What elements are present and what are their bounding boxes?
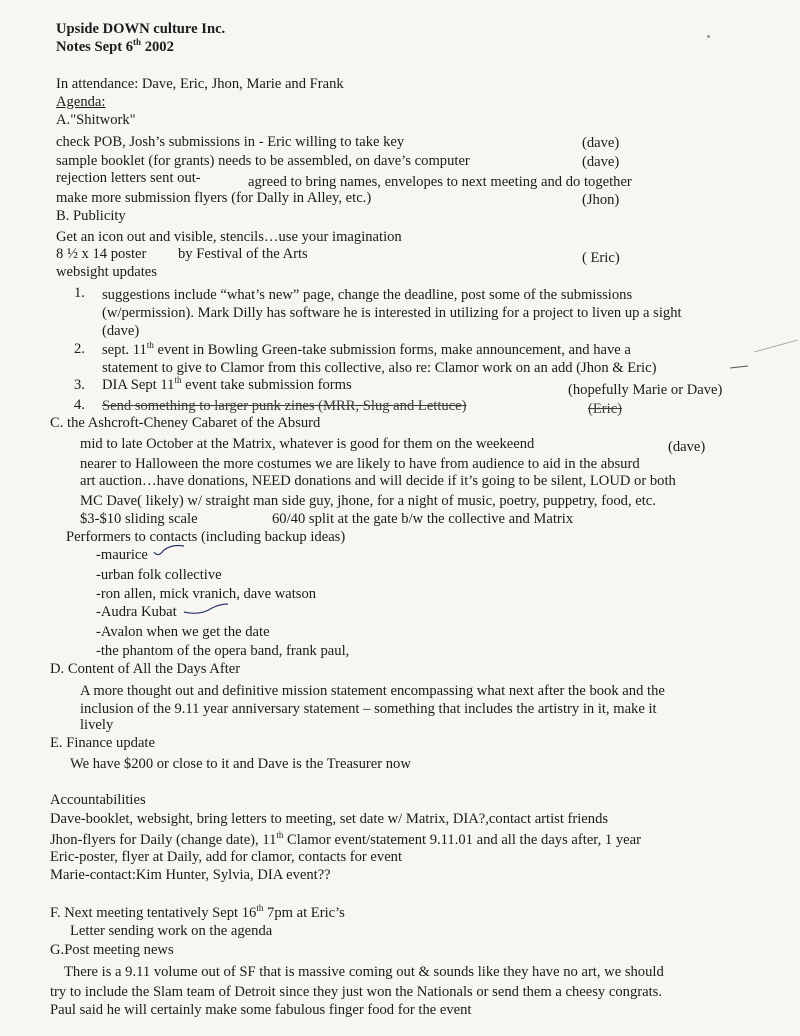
list-number: 2. <box>74 341 85 357</box>
company-name: Upside DOWN culture Inc. <box>56 21 226 37</box>
section-a-line: check POB, Josh’s submissions in - Eric willing to take key <box>56 134 405 150</box>
list-number: 4. <box>74 397 85 413</box>
list-item-assignee-struck: (Eric) <box>588 401 623 417</box>
section-c-assignee: (dave) <box>668 439 706 455</box>
section-e-title: E. Finance update <box>50 735 155 751</box>
websight-heading: websight updates <box>56 264 157 280</box>
section-a-assignee: (dave) <box>582 135 620 151</box>
accountabilities-heading: Accountabilities <box>50 792 146 808</box>
poster-by: by Festival of the Arts <box>178 246 308 262</box>
section-g-line: try to include the Slam team of Detroit since they just won the Nationals or send them a cheesy congrats. <box>50 984 662 1000</box>
section-d-line: A more thought out and definitive mission statement encompassing what next after the book and the <box>80 683 665 699</box>
attendance-line: In attendance: Dave, Eric, Jhon, Marie and Frank <box>56 76 344 92</box>
pen-stray-line <box>752 338 800 354</box>
section-c-line: art auction…have donations, NEED donations and will decide if it’s going to be silent, LOUD or both <box>80 473 676 489</box>
accountability-marie: Marie-contact:Kim Hunter, Sylvia, DIA event?? <box>50 867 331 883</box>
section-e-line: We have $200 or close to it and Dave is the Treasurer now <box>70 756 411 772</box>
performer-item: -Audra Kubat <box>96 604 177 620</box>
notes-date: Notes Sept 6th 2002 <box>56 37 174 55</box>
section-g-title: G.Post meeting news <box>50 942 174 958</box>
paper-speck <box>707 35 710 38</box>
section-a-line: make more submission flyers (for Dally in Alley, etc.) <box>56 190 372 206</box>
list-number: 3. <box>74 377 85 393</box>
list-item-text: DIA Sept 11th event take submission forms <box>102 375 352 393</box>
section-g-line: There is a 9.11 volume out of SF that is massive coming out & sounds like they have no art, we should <box>64 964 664 980</box>
agenda-heading: Agenda: <box>56 94 106 110</box>
performer-item: -urban folk collective <box>96 567 222 583</box>
section-g-line: Paul said he will certainly make some fabulous finger food for the event <box>50 1002 472 1018</box>
performer-item: -Avalon when we get the date <box>96 624 270 640</box>
section-b-title: B. Publicity <box>56 208 126 224</box>
pen-tick-mark <box>150 540 190 560</box>
section-c-price: $3-$10 sliding scale <box>80 511 198 527</box>
list-item-text: statement to give to Clamor from this collective, also re: Clamor work on an add (Jhon & Eric) <box>102 360 657 376</box>
pen-dash-mark <box>728 360 768 374</box>
pen-underline-mark <box>182 598 232 618</box>
performer-item: -maurice <box>96 547 148 563</box>
section-a-assignee: (Jhon) <box>582 192 620 208</box>
section-c-line: MC Dave( likely) w/ straight man side guy, jhone, for a night of music, poetry, puppetry, food, etc. <box>80 493 656 509</box>
section-f-title: F. Next meeting tentatively Sept 16th 7pm at Eric’s <box>50 903 345 921</box>
list-item-text: (dave) <box>102 323 140 339</box>
section-d-line: lively <box>80 717 114 733</box>
performer-item: -ron allen, mick vranich, dave watson <box>96 586 317 602</box>
list-item-text: suggestions include “what’s new” page, change the deadline, post some of the submissions <box>102 287 633 303</box>
section-d-title: D. Content of All the Days After <box>50 661 241 677</box>
section-c-line: mid to late October at the Matrix, whatever is good for them on the weekeend <box>80 436 535 452</box>
accountability-dave: Dave-booklet, websight, bring letters to meeting, set date w/ Matrix, DIA?,contact artist friends <box>50 811 609 827</box>
section-c-line: nearer to Halloween the more costumes we are likely to have from audience to aid in the absurd <box>80 456 640 472</box>
list-item-text: (w/permission). Mark Dilly has software he is interested in utilizing for a project to liven up a sight <box>102 305 682 321</box>
accountability-eric: Eric-poster, flyer at Daily, add for clamor, contacts for event <box>50 849 403 865</box>
poster-label: 8 ½ x 14 poster <box>56 246 147 262</box>
section-f-line: Letter sending work on the agenda <box>70 923 273 939</box>
section-a-assignee: (dave) <box>582 154 620 170</box>
accountability-jhon: Jhon-flyers for Daily (change date), 11th Clamor event/statement 9.11.01 and all the days after, 1 year <box>50 830 641 848</box>
section-b-line: Get an icon out and visible, stencils…use your imagination <box>56 229 402 245</box>
section-c-split: 60/40 split at the gate b/w the collective and Matrix <box>272 511 574 527</box>
list-item-text: sept. 11th event in Bowling Green-take submission forms, make announcement, and have a <box>102 340 631 358</box>
section-a-note: agreed to bring names, envelopes to next meeting and do together <box>248 174 632 190</box>
performers-heading: Performers to contacts (including backup ideas) <box>66 529 346 545</box>
performer-item: -the phantom of the opera band, frank paul, <box>96 643 350 659</box>
list-item-text-struck: Send something to larger punk zines (MRR, Slug and Lettuce) <box>102 398 467 414</box>
section-c-title: C. the Ashcroft-Cheney Cabaret of the Absurd <box>50 415 321 431</box>
section-a-line: rejection letters sent out- <box>56 170 201 186</box>
list-number: 1. <box>74 285 85 301</box>
section-d-line: inclusion of the 9.11 year anniversary statement – something that includes the artistry in it, make it <box>80 701 657 717</box>
section-a-line: sample booklet (for grants) needs to be assembled, on dave’s computer <box>56 153 470 169</box>
section-a-title: A."Shitwork" <box>56 112 136 128</box>
poster-assignee: ( Eric) <box>582 250 620 266</box>
list-item-assignee: (hopefully Marie or Dave) <box>568 382 723 398</box>
